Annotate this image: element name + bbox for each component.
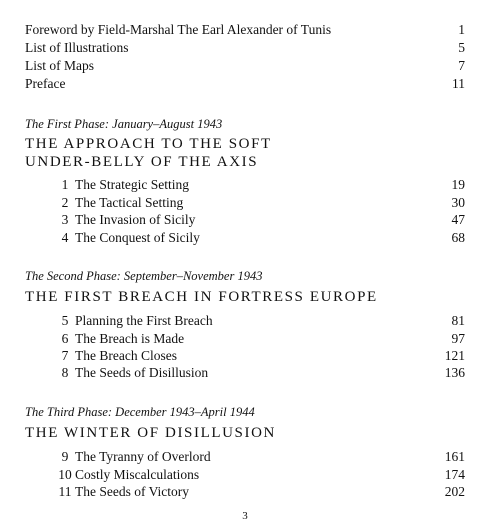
toc-entry-label: Foreword by Field-Marshal The Earl Alexander of Tunis [25, 22, 332, 37]
chapter-number: 3 [61, 212, 69, 227]
toc-entry-label: List of Maps [25, 58, 94, 73]
toc-page-number: 5 [458, 40, 465, 55]
chapter-number: 5 [61, 313, 69, 328]
chapter-title: The Invasion of Sicily [75, 212, 196, 227]
phase-label-second: The Second Phase: September–November 1943 [25, 269, 263, 283]
toc-chapter-4 [25, 229, 465, 247]
toc-page-number: 47 [451, 212, 465, 227]
chapter-title: Costly Miscalculations [75, 467, 200, 482]
toc-chapter-5 [25, 312, 465, 330]
toc-entry-list-of-illustrations [25, 39, 465, 57]
page-number: 3 [242, 510, 248, 522]
toc-chapter-7 [25, 347, 465, 365]
toc-chapter-1 [25, 176, 465, 194]
toc-page-number: 97 [451, 331, 465, 346]
chapter-title: The Breach is Made [75, 331, 185, 346]
chapter-number: 6 [61, 331, 69, 346]
chapter-title: The Seeds of Victory [75, 484, 190, 499]
part-title-first-line-1: THE APPROACH TO THE SOFT [25, 136, 272, 152]
part-title-first-line-2: UNDER-BELLY OF THE AXIS [25, 154, 259, 170]
chapter-title: The Strategic Setting [75, 177, 189, 192]
toc-page-number: 161 [444, 449, 465, 464]
chapter-number: 10 [58, 467, 72, 482]
chapter-number: 8 [61, 365, 69, 380]
part-title-second: THE FIRST BREACH IN FORTRESS EUROPE [25, 289, 378, 305]
phase-label-third: The Third Phase: December 1943–April 1944 [25, 405, 255, 419]
toc-entry-preface [25, 75, 465, 93]
toc-entry-list-of-maps [25, 57, 465, 75]
toc-chapter-3 [25, 211, 465, 229]
chapter-number: 11 [58, 484, 72, 499]
toc-chapter-9 [25, 448, 465, 466]
chapter-title: The Tactical Setting [75, 195, 184, 210]
toc-chapter-10 [25, 466, 465, 484]
toc-page-number: 136 [444, 365, 465, 380]
chapter-title: The Breach Closes [75, 348, 177, 363]
toc-page-number: 81 [451, 313, 465, 328]
toc-page-number: 202 [444, 484, 465, 499]
chapter-number: 1 [61, 177, 69, 192]
chapter-title: The Conquest of Sicily [75, 230, 200, 245]
toc-entry-label: List of Illustrations [25, 40, 129, 55]
chapter-number: 4 [61, 230, 69, 245]
toc-entry-label: Preface [25, 76, 66, 91]
toc-entry-foreword [25, 21, 465, 39]
chapter-number: 7 [61, 348, 69, 363]
toc-page-number: 19 [451, 177, 465, 192]
toc-chapter-11 [25, 483, 465, 501]
chapter-title: The Tyranny of Overlord [75, 449, 211, 464]
phase-label-first: The First Phase: January–August 1943 [25, 117, 223, 131]
toc-chapter-6 [25, 330, 465, 348]
toc-page-number: 7 [458, 58, 465, 73]
toc-page-number: 1 [458, 22, 465, 37]
toc-page-number: 174 [444, 467, 465, 482]
chapter-number: 9 [61, 449, 69, 464]
toc-page-number: 11 [452, 76, 465, 91]
chapter-title: The Seeds of Disillusion [75, 365, 209, 380]
chapter-title: Planning the First Breach [75, 313, 213, 328]
toc-page-number: 30 [451, 195, 465, 210]
toc-chapter-2 [25, 194, 465, 212]
toc-page-number: 68 [451, 230, 465, 245]
part-title-third: THE WINTER OF DISILLUSION [25, 425, 276, 441]
toc-chapter-8 [25, 364, 465, 382]
toc-page-number: 121 [444, 348, 465, 363]
chapter-number: 2 [61, 195, 69, 210]
